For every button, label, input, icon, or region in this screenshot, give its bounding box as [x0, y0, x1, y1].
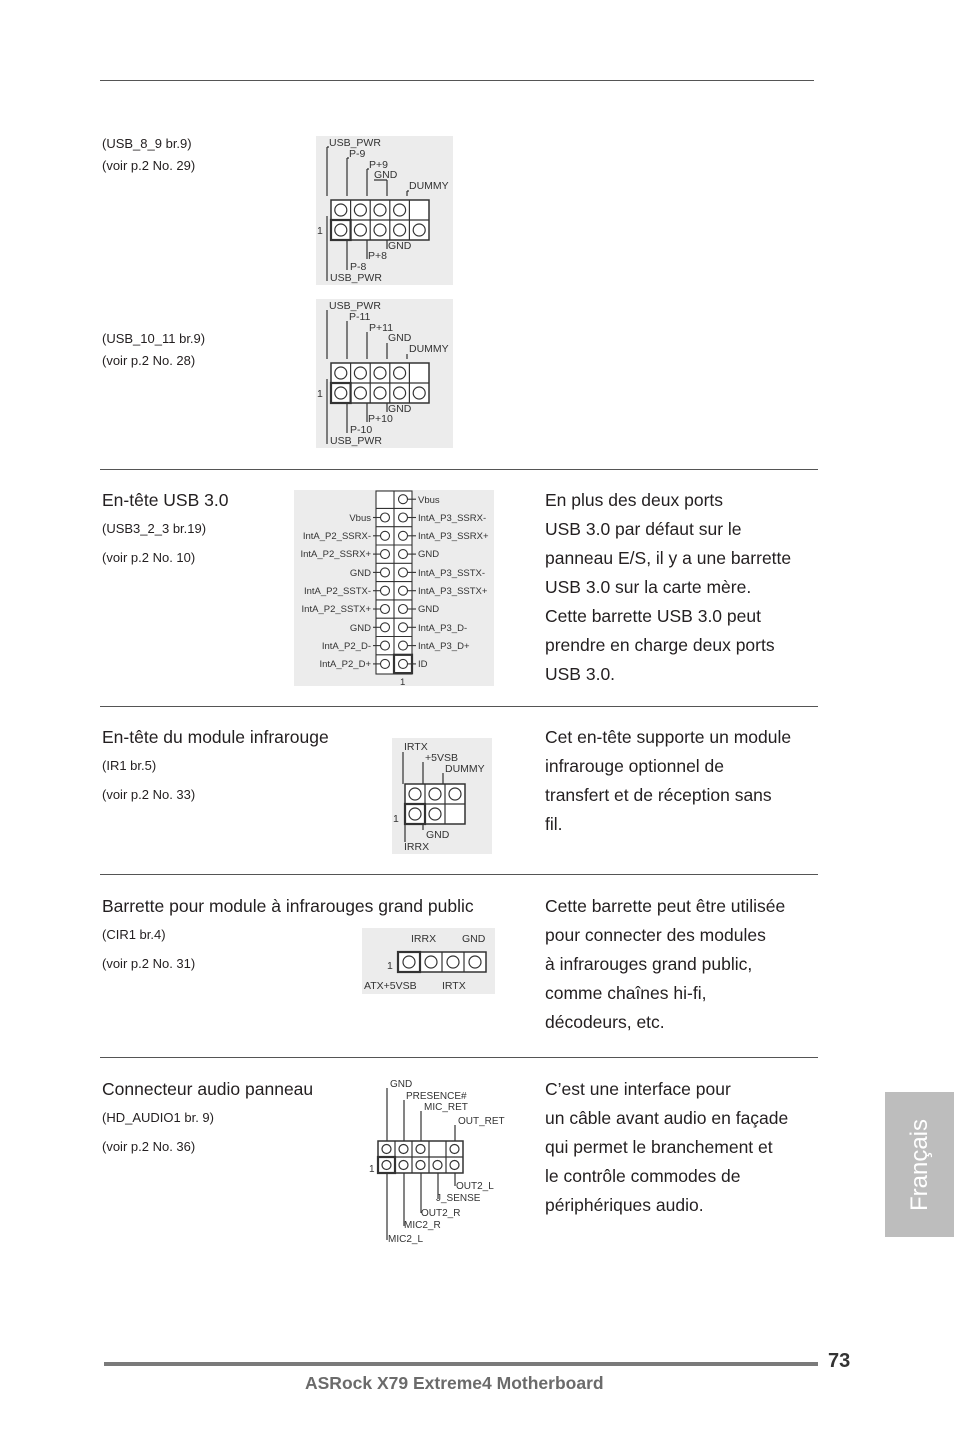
pin-label: DUMMY — [445, 763, 485, 775]
pin-label: P-8 — [350, 261, 367, 273]
page-number: 73 — [828, 1350, 851, 1372]
audio-ref: (HD_AUDIO1 br. 9) — [102, 1110, 214, 1125]
pin-label: GND — [418, 549, 440, 560]
pin-label: Vbus — [418, 495, 440, 506]
pin-label: +5VSB — [425, 752, 458, 764]
pin-label: IRRX — [411, 933, 437, 945]
desc-line: qui permet le branchement et — [545, 1137, 773, 1157]
pin-label: GND — [388, 403, 412, 415]
pin-label: OUT_RET — [458, 1116, 505, 1127]
pin-label: MIC2_R — [404, 1220, 441, 1231]
desc-line: le contrôle commodes de — [545, 1166, 741, 1186]
desc-line: USB 3.0 sur la carte mère. — [545, 577, 752, 597]
desc-line: USB 3.0. — [545, 664, 616, 684]
usb30-pin-diagram — [294, 490, 494, 686]
desc-line: fil. — [545, 814, 563, 834]
pin-label: IRTX — [404, 741, 428, 753]
pin-label: GND — [390, 1079, 413, 1090]
usb30-title: En-tête USB 3.0 — [102, 490, 229, 510]
ir-title: En-tête du module infrarouge — [102, 727, 329, 747]
pin-one-label: 1 — [317, 225, 323, 237]
pin-label: IntA_P3_SSTX+ — [418, 586, 488, 597]
pin-label: GND — [388, 332, 412, 344]
pin-label: Vbus — [349, 513, 371, 524]
pin-label: ATX+5VSB — [364, 980, 417, 992]
pin-label: DUMMY — [409, 180, 449, 192]
pin-label: GND — [426, 829, 450, 841]
pin-label: USB_PWR — [330, 272, 382, 284]
pin-label: GND — [349, 623, 371, 634]
desc-line: Cette barrette USB 3.0 peut — [545, 606, 761, 626]
usb1011-ref: (USB_10_11 br.9) — [102, 331, 206, 346]
ir-pin-diagram — [392, 738, 492, 854]
pin-label: OUT2_R — [421, 1208, 461, 1219]
cir-description — [545, 892, 820, 1037]
desc-line: un câble avant audio en façade — [545, 1108, 789, 1128]
pin-label: MIC_RET — [424, 1102, 468, 1113]
usb30-description — [545, 486, 820, 689]
section-divider — [100, 706, 818, 707]
desc-line: décodeurs, etc. — [545, 1012, 665, 1032]
ir-description — [545, 723, 820, 839]
language-tab-label: Français — [905, 1118, 933, 1211]
pin-label: IntA_P3_SSTX- — [418, 568, 486, 579]
audio-pin-diagram — [366, 1075, 512, 1247]
pin-label: ID — [418, 659, 428, 670]
desc-line: C’est une interface pour — [545, 1079, 731, 1099]
pin-label: DUMMY — [409, 343, 449, 355]
pin-label: GND — [374, 169, 398, 181]
pin-label: MIC2_L — [388, 1234, 424, 1245]
desc-line: comme chaînes hi-fi, — [545, 983, 707, 1003]
pin-label: USB_PWR — [330, 435, 382, 447]
ir-ref: (IR1 br.5) — [102, 758, 157, 773]
pin-label: P+10 — [368, 413, 393, 425]
pin-label: P+11 — [369, 322, 394, 334]
desc-line: à infrarouges grand public, — [545, 954, 753, 974]
ir-page-ref: (voir p.2 No. 33) — [102, 787, 196, 802]
pin-label: GND — [418, 604, 440, 615]
pin-one-label: 1 — [369, 1164, 375, 1175]
desc-line: pour connecter des modules — [545, 925, 766, 945]
usb89-pin-diagram — [316, 136, 453, 285]
pin-label: P-9 — [349, 148, 366, 160]
pin-label: IntA_P3_D+ — [418, 641, 470, 652]
pin-label: PRESENCE# — [406, 1091, 467, 1102]
cir-page-ref: (voir p.2 No. 31) — [102, 956, 196, 971]
pin-label: IntA_P2_D+ — [319, 659, 371, 670]
pin-one-label: 1 — [387, 960, 393, 972]
desc-line: panneau E/S, il y a une barrette — [545, 548, 792, 568]
section-divider — [100, 874, 818, 875]
desc-line: En plus des deux ports — [545, 490, 724, 510]
pin-label: USB_PWR — [329, 300, 381, 312]
audio-page-ref: (voir p.2 No. 36) — [102, 1139, 196, 1154]
pin-label: IRRX — [404, 841, 430, 853]
pin-label: IntA_P2_D- — [321, 641, 371, 652]
pin-label: IntA_P2_SSTX+ — [301, 604, 371, 615]
pin-label: IntA_P2_SSRX- — [302, 531, 371, 542]
pin-one-label: 1 — [393, 813, 399, 825]
desc-line: prendre en charge deux ports — [545, 635, 775, 655]
pin-label: IntA_P2_SSRX+ — [300, 549, 371, 560]
pin-label: P+9 — [369, 159, 388, 171]
usb30-ref: (USB3_2_3 br.19) — [102, 521, 207, 536]
pin-label: USB_PWR — [329, 137, 381, 149]
desc-line: USB 3.0 par défaut sur le — [545, 519, 742, 539]
desc-line: infrarouge optionnel de — [545, 756, 725, 776]
cir-pin-diagram — [362, 928, 495, 994]
pin-label: J_SENSE — [436, 1193, 481, 1204]
audio-description — [545, 1075, 820, 1220]
usb89-ref: (USB_8_9 br.9) — [102, 136, 192, 151]
section-divider — [100, 469, 818, 470]
pin-label: GND — [462, 933, 486, 945]
audio-title: Connecteur audio panneau — [102, 1079, 314, 1099]
section-divider — [100, 1057, 818, 1058]
top-rule — [100, 80, 814, 81]
usb89-page-ref: (voir p.2 No. 29) — [102, 158, 196, 173]
pin-one-label: 1 — [400, 677, 406, 686]
pin-label: IntA_P3_SSRX+ — [418, 531, 489, 542]
desc-line: transfert et de réception sans — [545, 785, 772, 805]
footer-title: ASRock X79 Extreme4 Motherboard — [305, 1373, 604, 1393]
desc-line: Cette barrette peut être utilisée — [545, 896, 786, 916]
pin-label: P-10 — [350, 424, 373, 436]
pin-label: P-11 — [349, 311, 371, 323]
language-tab — [885, 1092, 954, 1237]
pin-label: P+8 — [368, 250, 387, 262]
pin-label: IntA_P3_SSRX- — [418, 513, 487, 524]
pin-label: IntA_P3_D- — [418, 623, 468, 634]
pin-label: IRTX — [442, 980, 466, 992]
desc-line: Cet en-tête supporte un module — [545, 727, 792, 747]
usb1011-pin-diagram — [316, 299, 453, 448]
pin-label: GND — [388, 240, 412, 252]
pin-one-label: 1 — [317, 388, 323, 400]
pin-label: GND — [349, 568, 371, 579]
cir-title: Barrette pour module à infrarouges grand public — [102, 896, 474, 916]
desc-line: périphériques audio. — [545, 1195, 704, 1215]
usb1011-page-ref: (voir p.2 No. 28) — [102, 353, 196, 368]
footer-rule — [104, 1362, 818, 1366]
usb30-page-ref: (voir p.2 No. 10) — [102, 550, 196, 565]
cir-ref: (CIR1 br.4) — [102, 927, 166, 942]
pin-label: IntA_P2_SSTX- — [303, 586, 371, 597]
pin-label: OUT2_L — [456, 1181, 494, 1192]
